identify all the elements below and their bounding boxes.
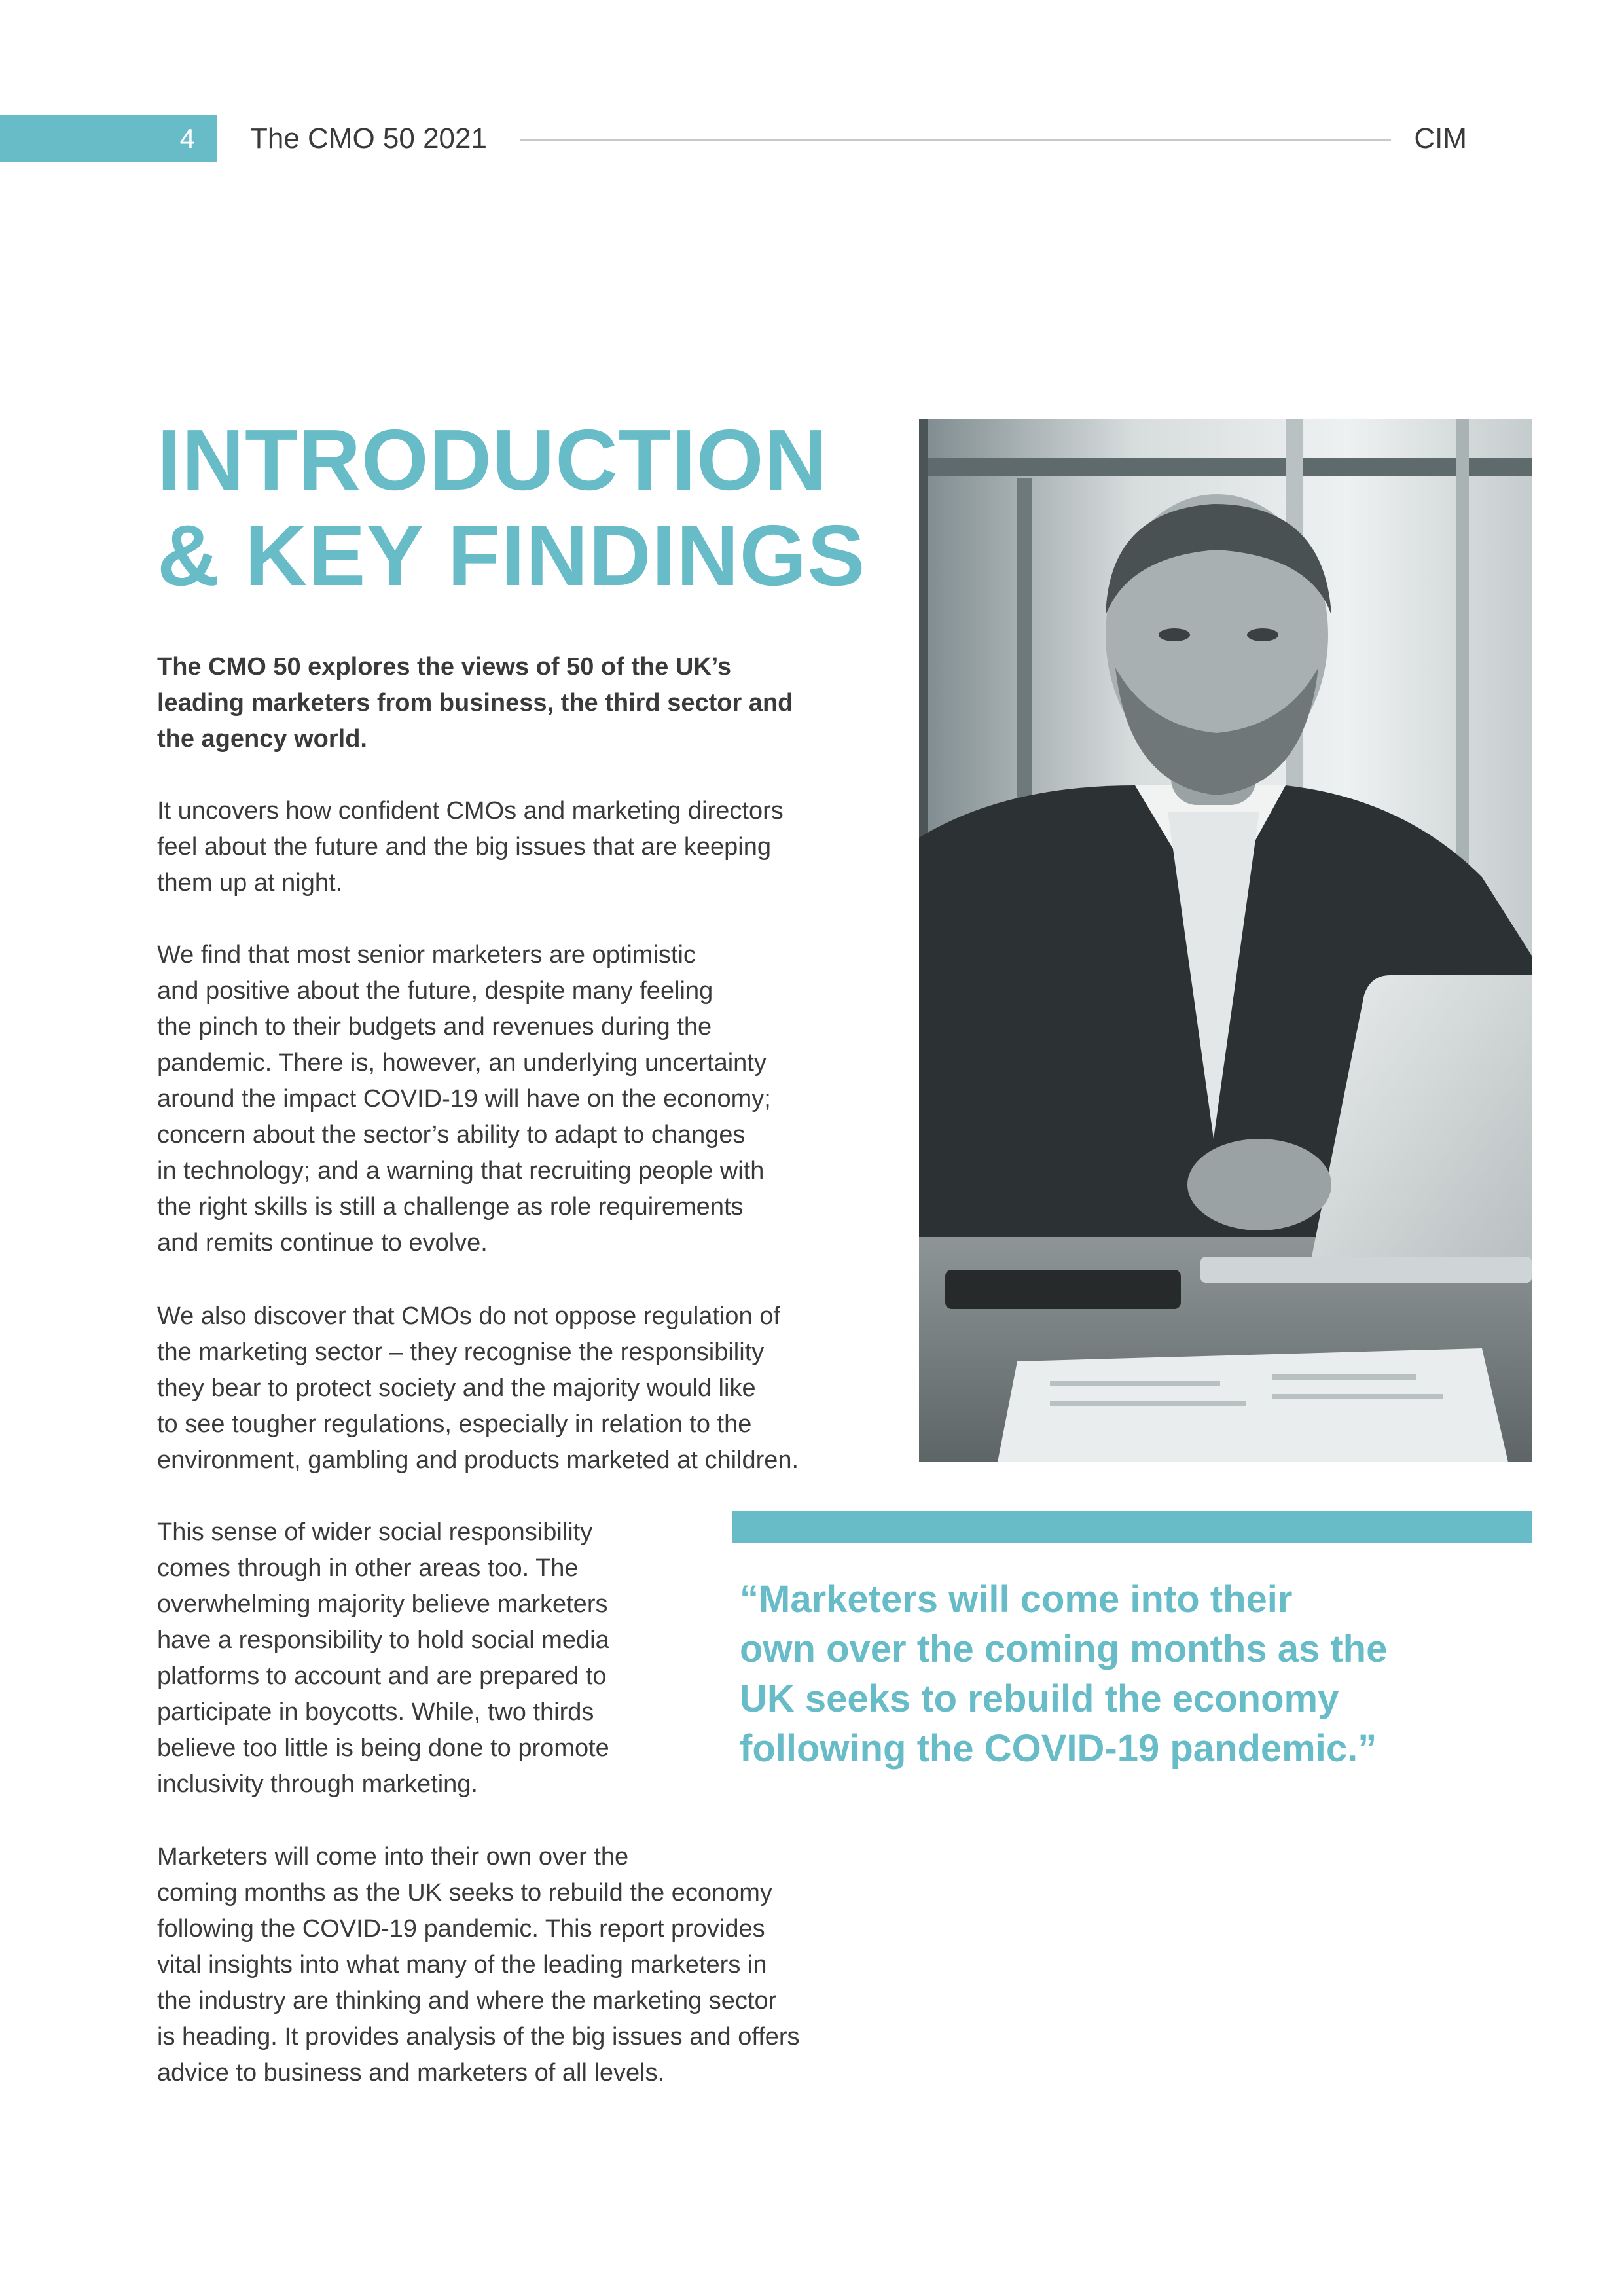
text-line: and remits continue to evolve.	[157, 1229, 488, 1257]
text-line: inclusivity through marketing.	[157, 1770, 478, 1798]
text-line: the right skills is still a challenge as role requirements	[157, 1193, 744, 1221]
page-number-tab	[0, 115, 217, 162]
text-line: them up at night.	[157, 869, 343, 897]
text-line: and positive about the future, despite many feeling	[157, 977, 713, 1005]
quote-line: “Marketers will come into their	[740, 1578, 1293, 1621]
text-line: environment, gambling and products marketed at children.	[157, 1446, 799, 1474]
pull-quote	[740, 1575, 1387, 1774]
text-line: We find that most senior marketers are optimistic	[157, 941, 696, 969]
quote-accent-bar	[732, 1511, 1532, 1543]
text-line: concern about the sector’s ability to adapt to changes	[157, 1121, 746, 1149]
lead-paragraph	[157, 649, 884, 757]
header-divider	[520, 139, 1391, 141]
text-line: they bear to protect society and the majority would like	[157, 1374, 756, 1402]
portrait-illustration	[919, 419, 1532, 1462]
text-line: is heading. It provides analysis of the big issues and offers	[157, 2023, 800, 2051]
body-paragraph-5	[157, 1839, 884, 2091]
quote-line: UK seeks to rebuild the economy	[740, 1677, 1339, 1720]
text-line: leading marketers from business, the third sector and	[157, 689, 793, 717]
text-line: The CMO 50 explores the views of 50 of the UK’s	[157, 653, 732, 681]
text-line: in technology; and a warning that recruiting people with	[157, 1157, 765, 1185]
text-line: overwhelming majority believe marketers	[157, 1590, 608, 1618]
text-line: the marketing sector – they recognise the responsibility	[157, 1338, 765, 1366]
text-line: This sense of wider social responsibility	[157, 1518, 593, 1546]
text-line: the pinch to their budgets and revenues during the	[157, 1013, 712, 1041]
text-line: Marketers will come into their own over the	[157, 1843, 629, 1871]
text-line: platforms to account and are prepared to	[157, 1662, 607, 1690]
text-line: participate in boycotts. While, two thirds	[157, 1698, 594, 1726]
body-paragraph-2	[157, 937, 884, 1261]
heading-line-1: INTRODUCTION	[157, 412, 827, 508]
text-line: advice to business and marketers of all levels.	[157, 2059, 665, 2087]
text-line: comes through in other areas too. The	[157, 1554, 579, 1582]
body-paragraph-1	[157, 793, 884, 901]
text-line: the industry are thinking and where the marketing sector	[157, 1987, 777, 2015]
text-line: believe too little is being done to promote	[157, 1734, 609, 1762]
quote-line: following the COVID-19 pandemic.”	[740, 1727, 1377, 1770]
document-title: The CMO 50 2021	[250, 122, 487, 154]
text-line: vital insights into what many of the leading marketers in	[157, 1951, 767, 1979]
page-number: 4	[179, 123, 195, 154]
text-line: have a responsibility to hold social media	[157, 1626, 609, 1654]
body-paragraph-3	[157, 1299, 884, 1479]
text-line: to see tougher regulations, especially in relation to the	[157, 1410, 752, 1438]
heading-line-2: & KEY FINDINGS	[157, 507, 866, 603]
portrait-photo	[919, 419, 1532, 1462]
text-line: It uncovers how confident CMOs and marketing directors	[157, 797, 784, 825]
text-line: We also discover that CMOs do not oppose regulation of	[157, 1302, 780, 1330]
text-line: pandemic. There is, however, an underlying uncertainty	[157, 1049, 767, 1077]
page-heading	[157, 412, 865, 603]
quote-line: own over the coming months as the	[740, 1628, 1388, 1670]
organisation-label: CIM	[1414, 122, 1467, 154]
text-line: feel about the future and the big issues that are keeping	[157, 833, 771, 861]
text-line: following the COVID-19 pandemic. This report provides	[157, 1915, 765, 1943]
text-line: around the impact COVID-19 will have on the economy;	[157, 1085, 771, 1113]
text-line: the agency world.	[157, 725, 367, 753]
text-line: coming months as the UK seeks to rebuild the economy	[157, 1879, 772, 1907]
